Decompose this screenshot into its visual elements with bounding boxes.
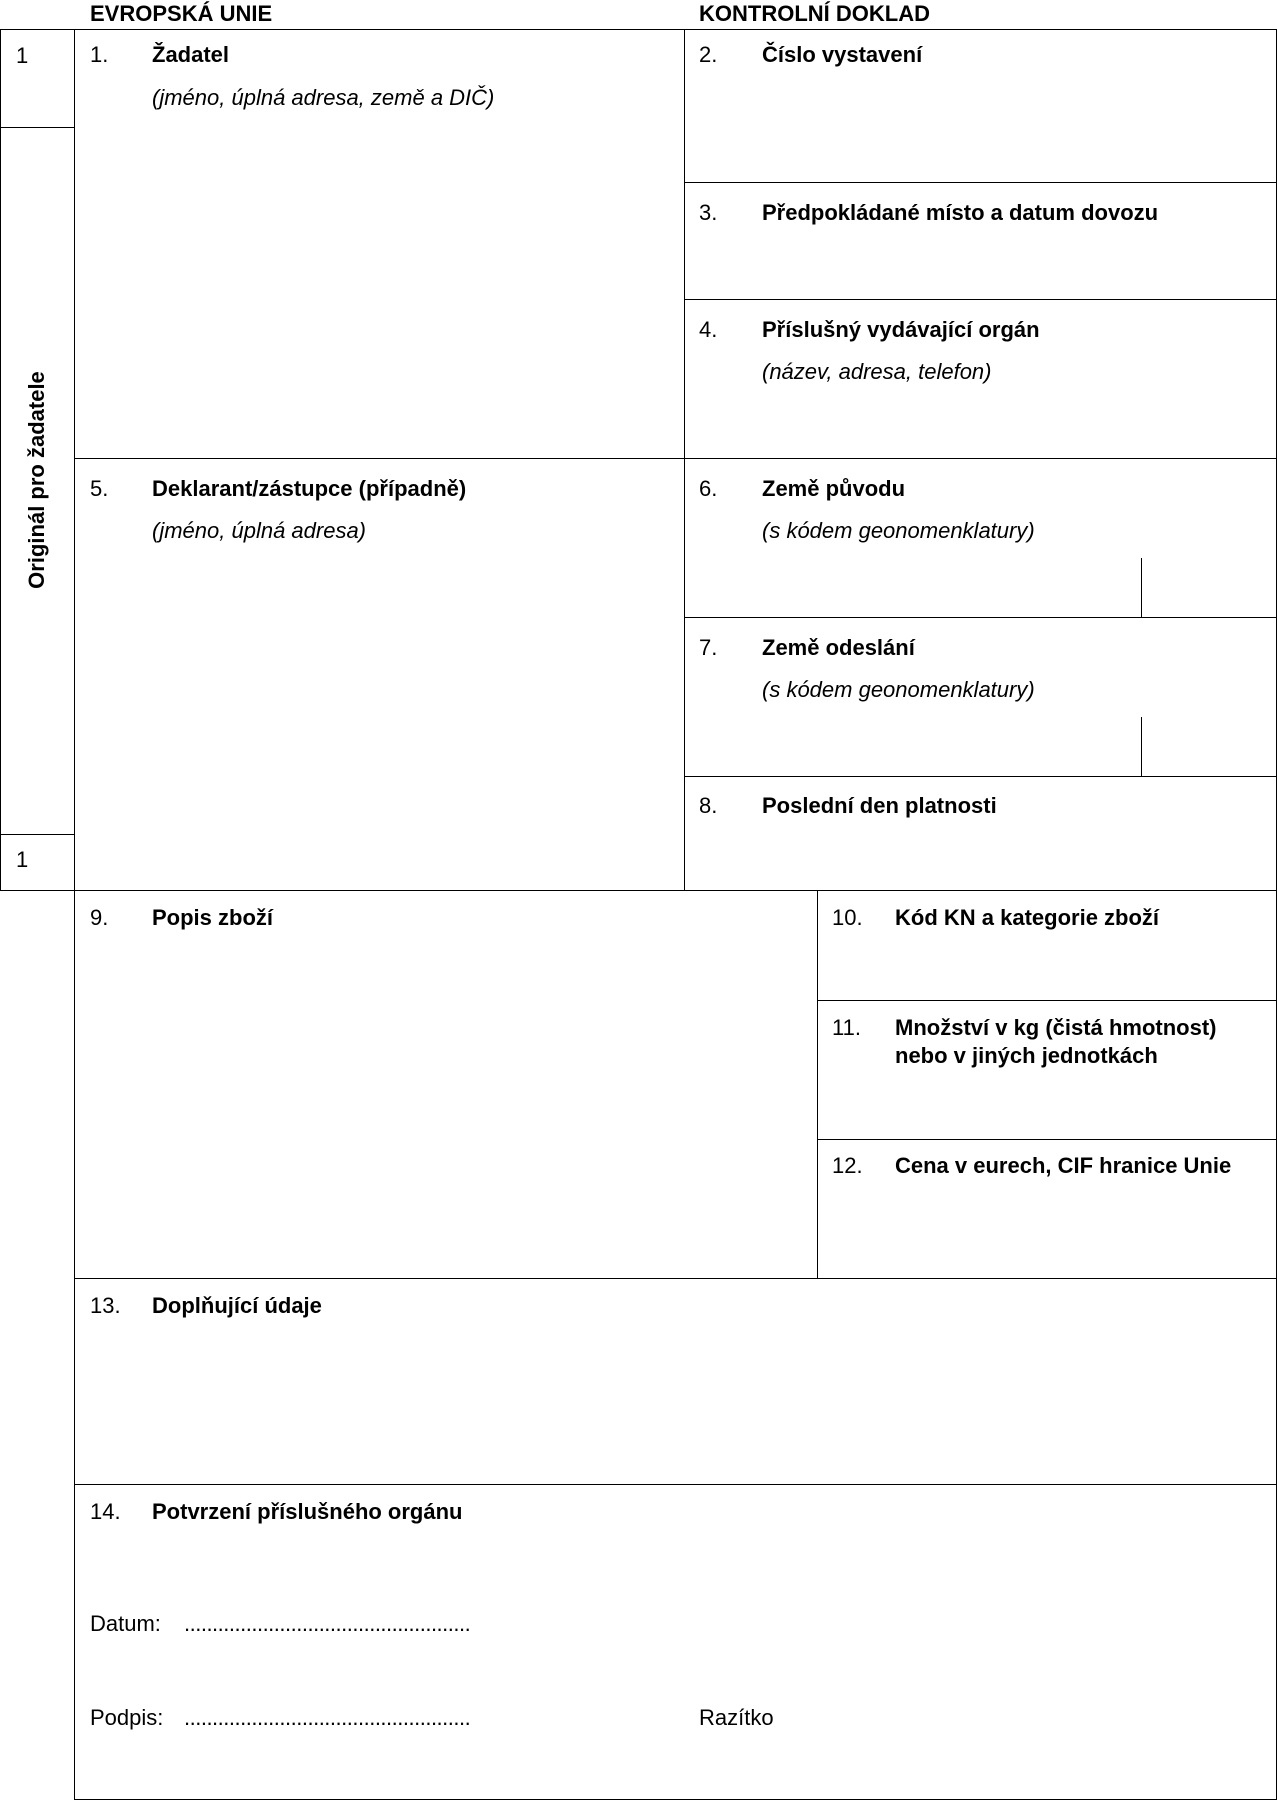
box-3-number: 3. xyxy=(699,200,718,225)
box-9-number: 9. xyxy=(90,905,109,930)
sep-section-2 xyxy=(0,890,1277,891)
code-divider-7 xyxy=(1141,717,1142,776)
box-5-subtitle: (jméno, úplná adresa) xyxy=(152,518,367,543)
box-4-number: 4. xyxy=(699,317,718,342)
divider-9-10 xyxy=(817,890,818,1278)
side-bottom-separator xyxy=(0,834,74,835)
top-border xyxy=(0,29,1277,30)
stamp-label: Razítko xyxy=(699,1705,774,1730)
sep-10-11 xyxy=(817,1000,1277,1001)
code-divider-6 xyxy=(1141,558,1142,617)
box-6-number: 6. xyxy=(699,476,718,501)
header-left-title: EVROPSKÁ UNIE xyxy=(90,1,273,26)
sep-12-13 xyxy=(74,1278,1277,1279)
box-3-title: Předpokládané místo a datum dovozu xyxy=(762,200,1159,225)
date-label: Datum: xyxy=(90,1611,161,1636)
box-14-number: 14. xyxy=(90,1499,121,1524)
box-1-number: 1. xyxy=(90,42,109,67)
sep-3-4 xyxy=(684,299,1277,300)
signature-field[interactable]: ................................................... xyxy=(184,1705,471,1730)
box-11-title-line2: nebo v jiných jednotkách xyxy=(895,1043,1158,1068)
box-8-title: Poslední den platnosti xyxy=(762,793,997,818)
copy-number-top: 1 xyxy=(16,43,29,68)
side-top-separator xyxy=(0,127,74,128)
sep-11-12 xyxy=(817,1139,1277,1140)
box-4-subtitle: (název, adresa, telefon) xyxy=(762,359,992,384)
box-9-title: Popis zboží xyxy=(152,905,273,930)
box-10-title: Kód KN a kategorie zboží xyxy=(895,905,1160,930)
box-2-title: Číslo vystavení xyxy=(762,42,923,67)
sep-13-14 xyxy=(74,1484,1277,1485)
box-1-subtitle: (jméno, úplná adresa, země a DIČ) xyxy=(152,85,495,110)
box-7-number: 7. xyxy=(699,635,718,660)
box-2-number: 2. xyxy=(699,42,718,67)
box-13-title: Doplňující údaje xyxy=(152,1293,322,1318)
middle-divider xyxy=(684,29,685,891)
box-1-title: Žadatel xyxy=(152,42,230,67)
sep-2-3 xyxy=(684,182,1277,183)
box-10-number: 10. xyxy=(832,905,863,930)
box-11-title-line1: Množství v kg (čistá hmotnost) xyxy=(895,1015,1217,1040)
box-13-number: 13. xyxy=(90,1293,121,1318)
date-field[interactable]: ................................................... xyxy=(184,1611,471,1636)
header-right-title: KONTROLNÍ DOKLAD xyxy=(699,1,930,26)
sep-7-8 xyxy=(684,776,1277,777)
box-6-title: Země původu xyxy=(762,476,906,501)
box-6-subtitle: (s kódem geonomenklatury) xyxy=(762,518,1035,543)
box-8-number: 8. xyxy=(699,793,718,818)
vertical-label: Originál pro žadatele xyxy=(24,371,49,589)
signature-label: Podpis: xyxy=(90,1705,164,1730)
box-5-title: Deklarant/zástupce (případně) xyxy=(152,476,467,501)
main-left-border xyxy=(74,29,75,1800)
box-5-number: 5. xyxy=(90,476,109,501)
sep-upper-lower xyxy=(74,458,1277,459)
box-7-title: Země odeslání xyxy=(762,635,915,660)
copy-number-bottom: 1 xyxy=(16,847,29,872)
sep-6-7 xyxy=(684,617,1277,618)
box-12-number: 12. xyxy=(832,1153,863,1178)
side-left-border xyxy=(0,29,1,891)
box-14-title: Potvrzení příslušného orgánu xyxy=(152,1499,463,1524)
box-11-number: 11. xyxy=(832,1015,861,1040)
box-7-subtitle: (s kódem geonomenklatury) xyxy=(762,677,1035,702)
box-12-title: Cena v eurech, CIF hranice Unie xyxy=(895,1153,1232,1178)
box-4-title: Příslušný vydávající orgán xyxy=(762,317,1040,342)
